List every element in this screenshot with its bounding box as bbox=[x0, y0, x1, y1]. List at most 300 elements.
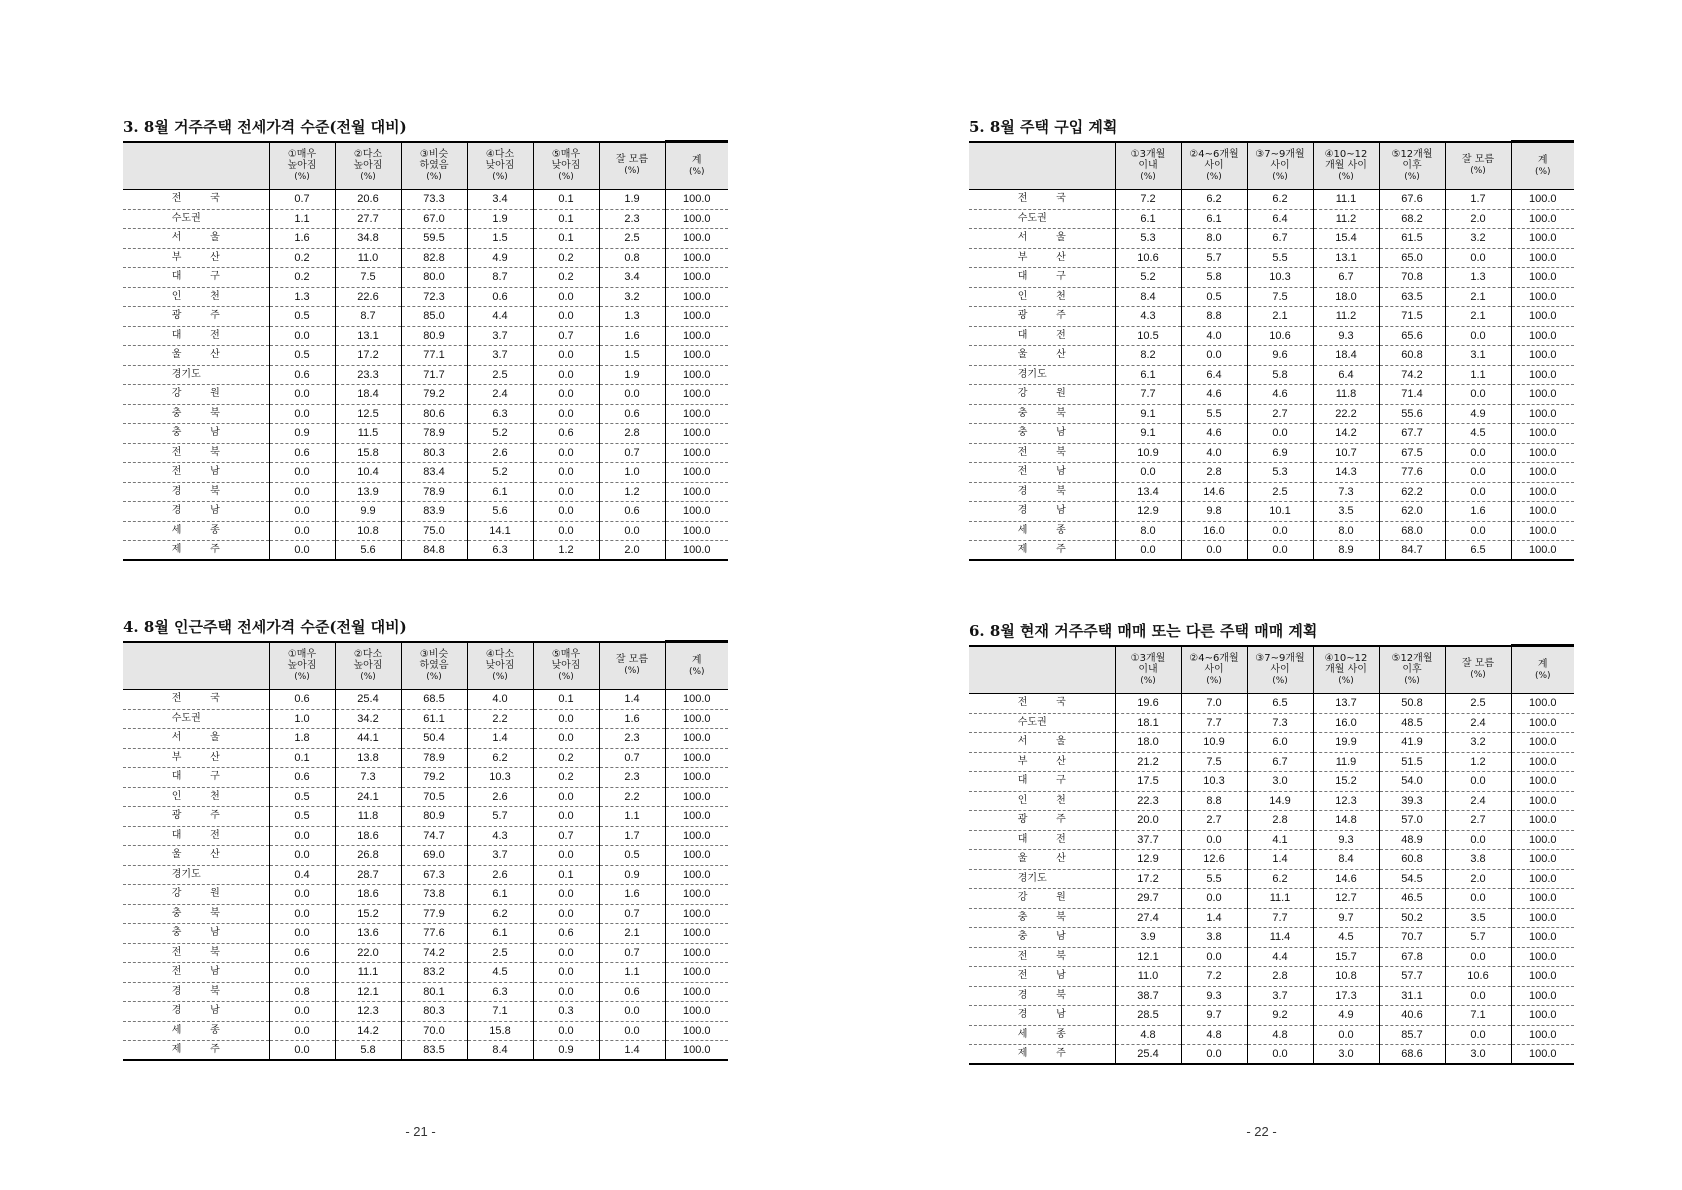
table-row bbox=[123, 885, 728, 905]
value-cell: 7.5 bbox=[1181, 752, 1247, 772]
value-cell: 2.1 bbox=[1445, 287, 1511, 307]
region-cell bbox=[969, 385, 1115, 405]
value-cell: 9.8 bbox=[1181, 502, 1247, 522]
value-cell: 4.6 bbox=[1181, 385, 1247, 405]
region-label: 대 구 bbox=[171, 271, 220, 283]
value-cell: 34.8 bbox=[335, 229, 401, 249]
table-row bbox=[123, 365, 728, 385]
value-cell: 0.0 bbox=[269, 846, 335, 866]
header-row bbox=[123, 642, 728, 690]
value-cell: 100.0 bbox=[665, 924, 728, 944]
value-cell: 85.7 bbox=[1379, 1025, 1445, 1045]
value-cell: 1.4 bbox=[599, 1041, 665, 1061]
region-label: 경기도 bbox=[171, 868, 201, 880]
value-cell: 55.6 bbox=[1379, 404, 1445, 424]
value-cell: 6.3 bbox=[467, 404, 533, 424]
value-cell: 11.9 bbox=[1313, 752, 1379, 772]
value-cell: 0.8 bbox=[269, 982, 335, 1002]
value-cell: 6.7 bbox=[1313, 268, 1379, 288]
value-cell: 0.0 bbox=[1445, 248, 1511, 268]
table-row bbox=[969, 889, 1574, 909]
value-cell: 0.0 bbox=[1247, 521, 1313, 541]
value-cell: 4.5 bbox=[467, 963, 533, 983]
value-cell: 80.1 bbox=[401, 982, 467, 1002]
value-cell: 10.8 bbox=[1313, 967, 1379, 987]
value-cell: 100.0 bbox=[665, 463, 728, 483]
column-header-line: ③7~9개월 bbox=[1255, 148, 1305, 160]
value-cell: 15.8 bbox=[335, 443, 401, 463]
value-cell: 20.6 bbox=[335, 190, 401, 210]
region-cell bbox=[969, 521, 1115, 541]
column-header-line: ⑤12개월 bbox=[1391, 652, 1433, 664]
value-cell: 10.8 bbox=[335, 521, 401, 541]
table-row bbox=[123, 287, 728, 307]
value-cell: 6.7 bbox=[1247, 752, 1313, 772]
table-row bbox=[969, 385, 1574, 405]
column-header-line: ②4~6개월 bbox=[1189, 652, 1239, 664]
table-row bbox=[969, 830, 1574, 850]
value-cell: 100.0 bbox=[665, 690, 728, 710]
value-cell: 6.4 bbox=[1181, 365, 1247, 385]
table-row bbox=[969, 772, 1574, 792]
region-cell bbox=[123, 1021, 269, 1041]
column-header bbox=[599, 142, 665, 190]
value-cell: 100.0 bbox=[1511, 268, 1574, 288]
region-cell bbox=[123, 482, 269, 502]
region-label: 서 울 bbox=[171, 732, 220, 744]
value-cell: 4.5 bbox=[1445, 424, 1511, 444]
value-cell: 7.7 bbox=[1247, 908, 1313, 928]
value-cell: 6.2 bbox=[467, 904, 533, 924]
value-cell: 0.7 bbox=[599, 748, 665, 768]
value-cell: 3.4 bbox=[599, 268, 665, 288]
value-cell: 6.9 bbox=[1247, 443, 1313, 463]
value-cell: 22.3 bbox=[1115, 791, 1181, 811]
value-cell: 6.1 bbox=[1115, 365, 1181, 385]
region-label: 수도권 bbox=[171, 712, 201, 724]
value-cell: 0.0 bbox=[533, 346, 599, 366]
value-cell: 100.0 bbox=[665, 248, 728, 268]
column-header bbox=[269, 142, 335, 190]
value-cell: 10.5 bbox=[1115, 326, 1181, 346]
value-cell: 9.6 bbox=[1247, 346, 1313, 366]
value-cell: 0.0 bbox=[533, 1021, 599, 1041]
table-row bbox=[969, 287, 1574, 307]
region-label: 제 주 bbox=[171, 544, 220, 555]
value-cell: 5.7 bbox=[1445, 928, 1511, 948]
value-cell: 1.2 bbox=[533, 541, 599, 561]
table-row bbox=[123, 787, 728, 807]
table-row bbox=[123, 807, 728, 827]
table-row bbox=[969, 521, 1574, 541]
column-header-line: (%) bbox=[688, 166, 705, 177]
region-cell bbox=[969, 811, 1115, 831]
region-label: 세 종 bbox=[171, 524, 220, 536]
table-row bbox=[969, 463, 1574, 483]
region-label: 울 산 bbox=[1017, 349, 1066, 361]
data-table bbox=[969, 644, 1574, 1065]
value-cell: 85.0 bbox=[401, 307, 467, 327]
value-cell: 10.1 bbox=[1247, 502, 1313, 522]
value-cell: 0.0 bbox=[533, 982, 599, 1002]
value-cell: 70.5 bbox=[401, 787, 467, 807]
value-cell: 1.6 bbox=[599, 709, 665, 729]
value-cell: 100.0 bbox=[1511, 928, 1574, 948]
value-cell: 78.9 bbox=[401, 482, 467, 502]
region-label: 경 남 bbox=[1017, 505, 1066, 517]
value-cell: 0.6 bbox=[599, 404, 665, 424]
table-row bbox=[969, 713, 1574, 733]
column-header-line: 이후 bbox=[1402, 663, 1422, 675]
value-cell: 67.5 bbox=[1379, 443, 1445, 463]
column-header-line: ③비슷 bbox=[419, 648, 449, 660]
region-label: 울 산 bbox=[1017, 853, 1066, 865]
value-cell: 0.5 bbox=[269, 787, 335, 807]
value-cell: 100.0 bbox=[1511, 229, 1574, 249]
value-cell: 100.0 bbox=[1511, 190, 1574, 210]
header-region-blank bbox=[969, 142, 1115, 190]
column-header-line: 사이 bbox=[1270, 663, 1290, 675]
region-label: 전 국 bbox=[1017, 193, 1066, 205]
value-cell: 2.7 bbox=[1181, 811, 1247, 831]
value-cell: 9.3 bbox=[1313, 326, 1379, 346]
region-cell bbox=[969, 209, 1115, 229]
value-cell: 4.0 bbox=[1181, 443, 1247, 463]
value-cell: 9.7 bbox=[1313, 908, 1379, 928]
value-cell: 83.9 bbox=[401, 502, 467, 522]
value-cell: 0.1 bbox=[533, 190, 599, 210]
value-cell: 0.0 bbox=[533, 443, 599, 463]
value-cell: 0.0 bbox=[533, 482, 599, 502]
value-cell: 11.1 bbox=[335, 963, 401, 983]
value-cell: 6.0 bbox=[1247, 733, 1313, 753]
value-cell: 14.3 bbox=[1313, 463, 1379, 483]
table-row bbox=[123, 541, 728, 561]
column-header-line: ③비슷 bbox=[419, 148, 449, 160]
region-label: 충 북 bbox=[1017, 407, 1066, 419]
value-cell: 2.6 bbox=[467, 443, 533, 463]
value-cell: 100.0 bbox=[1511, 385, 1574, 405]
value-cell: 10.6 bbox=[1247, 326, 1313, 346]
value-cell: 6.7 bbox=[1247, 229, 1313, 249]
value-cell: 100.0 bbox=[665, 209, 728, 229]
column-header-line: 잘 모름 bbox=[1461, 154, 1495, 166]
value-cell: 1.9 bbox=[599, 365, 665, 385]
value-cell: 3.9 bbox=[1115, 928, 1181, 948]
region-cell bbox=[969, 502, 1115, 522]
value-cell: 2.5 bbox=[1445, 694, 1511, 714]
value-cell: 0.2 bbox=[533, 748, 599, 768]
region-cell bbox=[969, 287, 1115, 307]
value-cell: 100.0 bbox=[665, 826, 728, 846]
value-cell: 18.0 bbox=[1115, 733, 1181, 753]
value-cell: 3.8 bbox=[1181, 928, 1247, 948]
value-cell: 23.3 bbox=[335, 365, 401, 385]
column-header-line: ④다소 bbox=[485, 648, 515, 660]
value-cell: 2.5 bbox=[599, 229, 665, 249]
region-cell bbox=[123, 982, 269, 1002]
region-cell bbox=[969, 1006, 1115, 1026]
value-cell: 100.0 bbox=[665, 1041, 728, 1061]
value-cell: 67.7 bbox=[1379, 424, 1445, 444]
value-cell: 7.5 bbox=[335, 268, 401, 288]
value-cell: 100.0 bbox=[665, 424, 728, 444]
value-cell: 1.8 bbox=[269, 729, 335, 749]
table-row bbox=[969, 733, 1574, 753]
region-label: 부 산 bbox=[171, 751, 220, 763]
table-row bbox=[123, 729, 728, 749]
value-cell: 6.1 bbox=[467, 924, 533, 944]
region-cell bbox=[969, 424, 1115, 444]
value-cell: 0.0 bbox=[269, 482, 335, 502]
column-header-line: (%) bbox=[1470, 670, 1486, 681]
value-cell: 1.5 bbox=[599, 346, 665, 366]
value-cell: 15.8 bbox=[467, 1021, 533, 1041]
table-row bbox=[969, 307, 1574, 327]
table-row bbox=[969, 869, 1574, 889]
region-cell bbox=[969, 850, 1115, 870]
table-row bbox=[123, 846, 728, 866]
value-cell: 11.5 bbox=[335, 424, 401, 444]
value-cell: 0.5 bbox=[599, 846, 665, 866]
value-cell: 0.0 bbox=[269, 885, 335, 905]
value-cell: 100.0 bbox=[665, 326, 728, 346]
value-cell: 12.7 bbox=[1313, 889, 1379, 909]
value-cell: 6.1 bbox=[467, 482, 533, 502]
value-cell: 6.3 bbox=[467, 982, 533, 1002]
column-header-line: (%) bbox=[1404, 171, 1420, 182]
value-cell: 7.7 bbox=[1181, 713, 1247, 733]
value-cell: 83.2 bbox=[401, 963, 467, 983]
value-cell: 100.0 bbox=[1511, 733, 1574, 753]
value-cell: 1.4 bbox=[467, 729, 533, 749]
value-cell: 2.0 bbox=[599, 541, 665, 561]
value-cell: 11.4 bbox=[1247, 928, 1313, 948]
value-cell: 11.1 bbox=[1247, 889, 1313, 909]
column-header-line: ⑤매우 bbox=[551, 148, 581, 160]
table-row bbox=[123, 1021, 728, 1041]
value-cell: 6.2 bbox=[1181, 190, 1247, 210]
value-cell: 25.4 bbox=[1115, 1045, 1181, 1065]
value-cell: 100.0 bbox=[1511, 1025, 1574, 1045]
value-cell: 10.4 bbox=[335, 463, 401, 483]
value-cell: 14.8 bbox=[1313, 811, 1379, 831]
value-cell: 100.0 bbox=[665, 748, 728, 768]
region-label: 충 남 bbox=[1017, 427, 1066, 439]
table-row bbox=[123, 521, 728, 541]
table-row bbox=[123, 709, 728, 729]
column-header-line: ④10~12 bbox=[1324, 652, 1368, 664]
value-cell: 0.6 bbox=[599, 502, 665, 522]
column-header-line: (%) bbox=[558, 671, 574, 682]
column-header-line: 높아짐 bbox=[353, 659, 383, 671]
region-cell bbox=[123, 463, 269, 483]
column-header bbox=[665, 142, 728, 190]
value-cell: 8.7 bbox=[467, 268, 533, 288]
column-header-line: 이후 bbox=[1402, 159, 1422, 171]
value-cell: 0.0 bbox=[1247, 1045, 1313, 1065]
value-cell: 2.8 bbox=[1247, 811, 1313, 831]
value-cell: 100.0 bbox=[665, 385, 728, 405]
column-header-line: 개월 사이 bbox=[1325, 663, 1367, 675]
value-cell: 7.2 bbox=[1181, 967, 1247, 987]
value-cell: 100.0 bbox=[665, 709, 728, 729]
region-label: 전 남 bbox=[171, 466, 220, 478]
value-cell: 100.0 bbox=[1511, 791, 1574, 811]
header-row bbox=[969, 142, 1574, 190]
value-cell: 1.4 bbox=[599, 690, 665, 710]
value-cell: 6.4 bbox=[1313, 365, 1379, 385]
data-table bbox=[123, 640, 728, 1061]
value-cell: 11.2 bbox=[1313, 307, 1379, 327]
section-title: 5. 8월 주택 구입 계획 bbox=[969, 118, 1118, 136]
value-cell: 2.1 bbox=[1445, 307, 1511, 327]
region-cell bbox=[969, 869, 1115, 889]
column-header-line: (%) bbox=[1470, 166, 1486, 177]
column-header bbox=[1115, 646, 1181, 694]
table-row bbox=[969, 229, 1574, 249]
column-header-line: ②다소 bbox=[353, 148, 383, 160]
region-cell bbox=[969, 772, 1115, 792]
table-row bbox=[969, 248, 1574, 268]
value-cell: 14.6 bbox=[1313, 869, 1379, 889]
column-header-line: 계 bbox=[691, 654, 702, 666]
region-label: 대 전 bbox=[1017, 833, 1066, 845]
value-cell: 3.7 bbox=[467, 346, 533, 366]
value-cell: 80.6 bbox=[401, 404, 467, 424]
value-cell: 0.0 bbox=[1181, 889, 1247, 909]
section-6 bbox=[969, 620, 1574, 1065]
value-cell: 0.0 bbox=[533, 502, 599, 522]
region-label: 경기도 bbox=[171, 368, 201, 380]
value-cell: 0.0 bbox=[533, 287, 599, 307]
value-cell: 1.7 bbox=[1445, 190, 1511, 210]
value-cell: 28.7 bbox=[335, 865, 401, 885]
value-cell: 100.0 bbox=[1511, 986, 1574, 1006]
value-cell: 18.6 bbox=[335, 826, 401, 846]
column-header-line: 잘 모름 bbox=[1461, 658, 1495, 670]
value-cell: 0.8 bbox=[599, 248, 665, 268]
value-cell: 0.0 bbox=[1445, 1025, 1511, 1045]
table-row bbox=[123, 404, 728, 424]
value-cell: 0.0 bbox=[533, 709, 599, 729]
value-cell: 0.0 bbox=[269, 326, 335, 346]
value-cell: 0.0 bbox=[1115, 463, 1181, 483]
region-cell bbox=[123, 248, 269, 268]
region-label: 부 산 bbox=[171, 251, 220, 263]
region-cell bbox=[123, 904, 269, 924]
value-cell: 11.2 bbox=[1313, 209, 1379, 229]
value-cell: 2.3 bbox=[599, 768, 665, 788]
value-cell: 1.6 bbox=[269, 229, 335, 249]
region-cell bbox=[969, 947, 1115, 967]
value-cell: 0.0 bbox=[1445, 889, 1511, 909]
column-header bbox=[533, 142, 599, 190]
value-cell: 0.0 bbox=[533, 807, 599, 827]
value-cell: 100.0 bbox=[1511, 463, 1574, 483]
value-cell: 13.1 bbox=[335, 326, 401, 346]
header-row bbox=[123, 142, 728, 190]
value-cell: 1.6 bbox=[599, 326, 665, 346]
column-header-line: (%) bbox=[688, 666, 705, 677]
value-cell: 1.3 bbox=[1445, 268, 1511, 288]
value-cell: 8.4 bbox=[467, 1041, 533, 1061]
data-table bbox=[123, 140, 728, 561]
value-cell: 70.0 bbox=[401, 1021, 467, 1041]
value-cell: 100.0 bbox=[1511, 365, 1574, 385]
value-cell: 0.0 bbox=[1445, 443, 1511, 463]
region-label: 경 남 bbox=[171, 505, 220, 517]
region-cell bbox=[969, 482, 1115, 502]
value-cell: 67.3 bbox=[401, 865, 467, 885]
region-label: 제 주 bbox=[171, 1044, 220, 1055]
value-cell: 2.1 bbox=[599, 924, 665, 944]
table-row bbox=[969, 268, 1574, 288]
value-cell: 71.5 bbox=[1379, 307, 1445, 327]
value-cell: 50.2 bbox=[1379, 908, 1445, 928]
value-cell: 1.1 bbox=[1445, 365, 1511, 385]
value-cell: 0.6 bbox=[599, 982, 665, 1002]
region-cell bbox=[123, 326, 269, 346]
value-cell: 0.4 bbox=[269, 865, 335, 885]
value-cell: 10.9 bbox=[1181, 733, 1247, 753]
value-cell: 4.4 bbox=[467, 307, 533, 327]
value-cell: 54.0 bbox=[1379, 772, 1445, 792]
value-cell: 0.0 bbox=[269, 541, 335, 561]
value-cell: 17.5 bbox=[1115, 772, 1181, 792]
value-cell: 79.2 bbox=[401, 768, 467, 788]
column-header-line: (%) bbox=[294, 171, 310, 182]
column-header bbox=[335, 142, 401, 190]
value-cell: 0.7 bbox=[269, 190, 335, 210]
region-label: 경기도 bbox=[1017, 872, 1047, 884]
value-cell: 6.5 bbox=[1247, 694, 1313, 714]
region-label: 광 주 bbox=[171, 310, 220, 322]
column-header bbox=[1511, 646, 1574, 694]
value-cell: 1.1 bbox=[269, 209, 335, 229]
region-cell bbox=[123, 209, 269, 229]
value-cell: 3.5 bbox=[1313, 502, 1379, 522]
value-cell: 14.6 bbox=[1181, 482, 1247, 502]
value-cell: 0.0 bbox=[269, 404, 335, 424]
region-cell bbox=[123, 229, 269, 249]
value-cell: 0.2 bbox=[533, 248, 599, 268]
column-header-line: (%) bbox=[1404, 675, 1420, 686]
value-cell: 0.0 bbox=[1247, 424, 1313, 444]
value-cell: 2.7 bbox=[1247, 404, 1313, 424]
region-label: 경 북 bbox=[171, 985, 220, 997]
value-cell: 83.4 bbox=[401, 463, 467, 483]
column-header-line: 하였음 bbox=[419, 159, 449, 171]
value-cell: 0.5 bbox=[269, 346, 335, 366]
table-row bbox=[969, 190, 1574, 210]
value-cell: 3.5 bbox=[1445, 908, 1511, 928]
value-cell: 0.6 bbox=[467, 287, 533, 307]
value-cell: 8.0 bbox=[1313, 521, 1379, 541]
value-cell: 79.2 bbox=[401, 385, 467, 405]
region-cell bbox=[969, 1045, 1115, 1065]
column-header-line: 계 bbox=[1537, 154, 1548, 166]
value-cell: 9.3 bbox=[1181, 986, 1247, 1006]
value-cell: 12.9 bbox=[1115, 850, 1181, 870]
value-cell: 2.6 bbox=[467, 865, 533, 885]
value-cell: 0.7 bbox=[599, 904, 665, 924]
column-header bbox=[467, 142, 533, 190]
column-header bbox=[599, 642, 665, 690]
value-cell: 8.2 bbox=[1115, 346, 1181, 366]
region-label: 세 종 bbox=[171, 1024, 220, 1036]
region-cell bbox=[123, 443, 269, 463]
